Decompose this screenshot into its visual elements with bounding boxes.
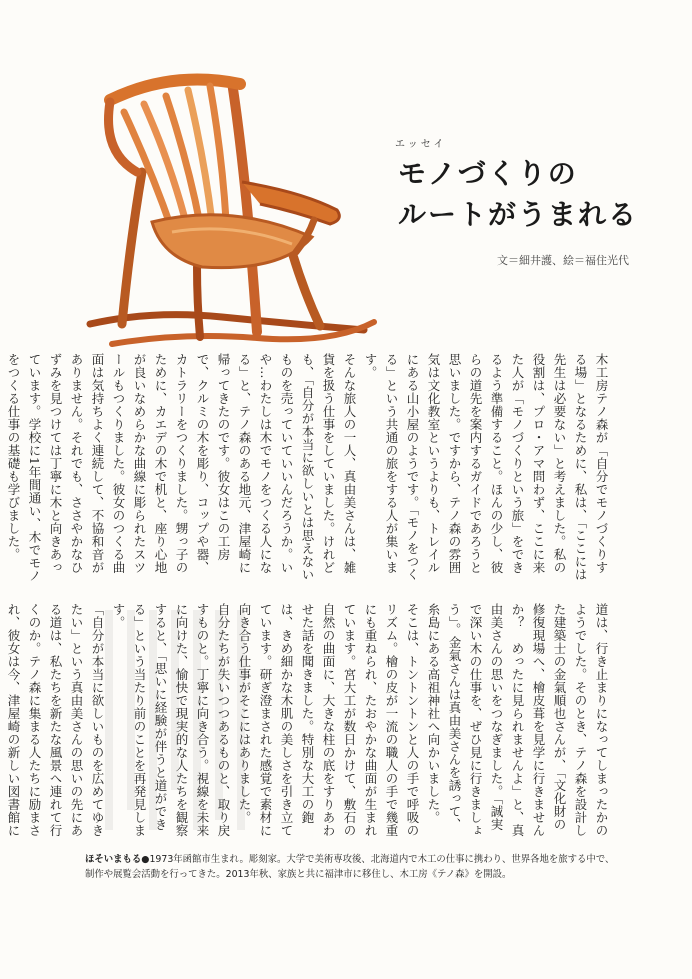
body-paragraph: 「自分が本当に欲しいものを広めてゆきたい」という真由美さんの思いの先にある道は、私たちを新たな風景へ連れて行くのか。テノ森に集まる人たちに励まされ、彼女は今、津屋崎の新しい図書館に: [6, 603, 105, 837]
kicker-label: エッセイ: [395, 139, 447, 150]
body-paragraph: 道は、行き止まりになってしまったかのようでした。そのとき、テノ森を設計した建築士の金氣順也さんが、「文化財の修復現場へ、檜皮葺を見学に行きませんか？ めったに見られませんよ」と、真由美さんの思いをつなぎました。「誠実で深い木の仕事を、ぜひ見に行きましょう」。金氣さんは真由美さんを誘って、糸島にある高祖神社へ向かいました。: [426, 603, 609, 837]
body-paragraph: そこは、トントントンと人の手で呼吸のリズム。檜の皮が一流の職人の手で幾重にも重ねられ、たおやかな曲面が生まれています。宮大工が数日かけて、敷石の自然の曲面に、大きな柱の底をすりあわせた話を聞きました。特別な大工の鉋は、きめ細かな木肌の美しさを引き立てています。研ぎ澄まされた感覚で素材に向き合う仕事がそこにはありました。: [237, 603, 420, 837]
body-text-lower: [6, 603, 612, 839]
title-line-1: モノづくりの: [398, 157, 578, 190]
bullet-icon: ●: [141, 854, 150, 865]
author-name: ほそいまもる: [85, 854, 142, 865]
body-paragraph: 自分たちが失いつつあるものと、取り戻すものと。丁寧に向き合う。視線を未来に向けた、愉快で現実的な人たちを観察すると、「思いに経験が伴うと道ができる」という当たり前のことを再発見します。: [111, 603, 231, 837]
rocking-chair-drawing: [82, 62, 382, 362]
body-paragraph: 木工房テノ森が「自分でモノづくりする場」となるために、私は、「ここには先生は必要ない」と考えました。私の役割は、プロ・アマ問わず、ここに来た人が「モノづくりという旅」をできるよう準備すること。ほんの少し、彼らの道先を案内するガイドであろうと思いました。ですから、テノ森の雰囲気は文化教室というよりも、トレイルにある山小屋のようです。「モノをつくる」という共通の旅をする人が集います。: [363, 353, 609, 581]
author-bio: 1973年函館市生まれ。彫刻家。大学で美術専攻後、北海道内で木工の仕事に携わり、世界各地を旅する中で、制作や展覧会活動を行ってきた。2013年秋、家族と共に福津市に移住し、木工房《テノ森》を開設。: [85, 854, 615, 880]
title-line-2: ルートがうまれる: [398, 198, 639, 231]
byline: 文＝細井護、絵＝福住光代: [497, 254, 629, 267]
body-text-upper: [6, 353, 612, 583]
body-paragraph: [0, 353, 3, 583]
body-paragraph: そんな旅人の一人、真由美さんは、雑貨を扱う仕事をしていました。けれども、「自分が本当に欲しいとは思えないものを売っていていいんだろうか。いや…わたしは木でモノをつくる人になる」と、テノ森のある地元、津屋崎に帰ってきたのです。彼女はこの工房で、クルミの木を彫り、コップや器、カトラリーをつくりました。甥っ子のために、カエデの木で机と、座り心地が良いなめらかな曲線に彫られたスツールもつくりました。彼女のつくる曲面は気持ちよく連続して、不協和音がありません。それでも、ささやかなひずみを見つけては丁寧に木と向きあっています。学校に1年間通い、木でモノをつくる仕事の基礎も学びました。: [6, 353, 357, 583]
author-profile: [85, 852, 617, 882]
rocking-chair-illustration: [82, 62, 382, 362]
